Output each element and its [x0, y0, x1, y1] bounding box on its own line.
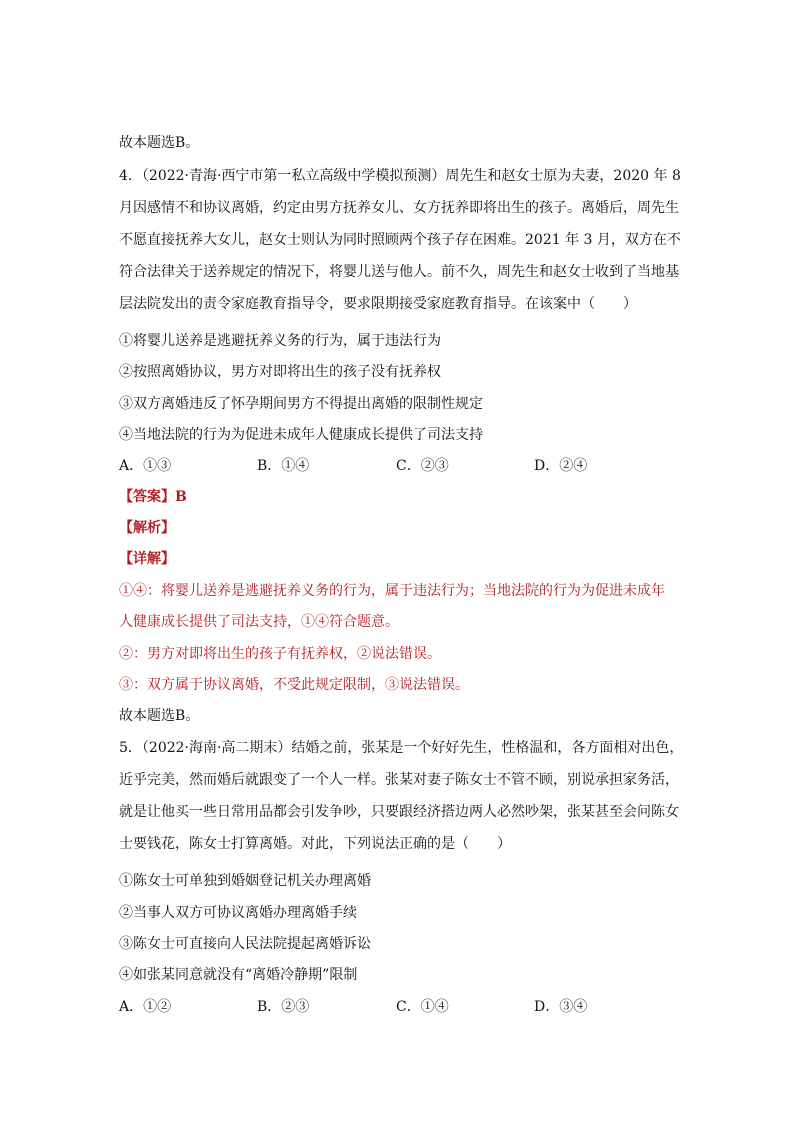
q5-stem-line-4: 士要钱花，陈女士打算离婚。对此，下列说法正确的是（ ） [119, 836, 511, 852]
q4-detail-line-2: 人健康成长提供了司法支持，①④符合题意。 [119, 614, 399, 630]
q4-option-a: A．①③ [119, 458, 172, 474]
q5-statement-3: ③陈女士可直接向人民法院提起离婚诉讼 [119, 936, 371, 952]
q5-stem-line-3: 就是让他买一些日常用品都会引发争吵，只要跟经济搭边两人必然吵架，张某甚至会问陈女 [119, 804, 679, 820]
q5-stem-line-2: 近乎完美，然而婚后就跟变了一个人一样。张某对妻子陈女士不管不顾，别说承担家务活， [119, 772, 679, 788]
q3-conclusion: 故本题选B。 [119, 135, 200, 151]
q4-option-c: C．②③ [396, 458, 449, 474]
q4-detail-label: 【详解】 [119, 551, 175, 567]
q4-stem-line-3: 不愿直接抚养大女儿，赵女士则认为同时照顾两个孩子存在困难。2021 年 3 月，双方在不 [119, 232, 681, 248]
q5-option-c: C．①④ [396, 999, 449, 1015]
q4-option-b: B．①④ [257, 458, 310, 474]
q5-stem-line-1: 5．（2022·海南·高二期末）结婚之前，张某是一个好好先生，性格温和，各方面相对出色， [119, 740, 684, 756]
q5-option-a: A．①② [119, 999, 172, 1015]
q5-option-d: D．③④ [534, 999, 588, 1015]
q4-detail-line-1: ①④：将婴儿送养是逃避抚养义务的行为，属于违法行为；当地法院的行为为促进未成年 [119, 583, 665, 599]
q4-option-d: D．②④ [534, 458, 588, 474]
q4-stem-line-2: 月因感情不和协议离婚，约定由男方抚养女儿、女方抚养即将出生的孩子。离婚后，周先生 [119, 200, 679, 216]
q4-conclusion: 故本题选B。 [119, 708, 200, 724]
q5-statement-2: ②当事人双方可协议离婚办理离婚手续 [119, 905, 357, 921]
q4-detail-line-3: ②：男方对即将出生的孩子有抚养权，②说法错误。 [119, 646, 441, 662]
q4-statement-2: ②按照离婚协议，男方对即将出生的孩子没有抚养权 [119, 364, 441, 380]
q4-stem-line-1: 4．（2022·青海·西宁市第一私立高级中学模拟预测）周先生和赵女士原为夫妻，2020 年 8 [119, 168, 681, 184]
q4-statement-1: ①将婴儿送养是逃避抚养义务的行为，属于违法行为 [119, 333, 441, 349]
q5-option-b: B．②③ [257, 999, 310, 1015]
q4-statement-4: ④当地法院的行为为促进未成年人健康成长提供了司法支持 [119, 427, 483, 443]
q4-analysis-label: 【解析】 [119, 520, 175, 536]
q4-statement-3: ③双方离婚违反了怀孕期间男方不得提出离婚的限制性规定 [119, 396, 483, 412]
q4-answer: 【答案】B [119, 489, 187, 505]
q5-statement-1: ①陈女士可单独到婚姻登记机关办理离婚 [119, 873, 371, 889]
q5-statement-4: ④如张某同意就没有“离婚冷静期”限制 [119, 967, 358, 983]
q4-stem-line-5: 层法院发出的责令家庭教育指导令，要求限期接受家庭教育指导。在该案中（ ） [119, 296, 637, 312]
q4-detail-line-4: ③：双方属于协议离婚，不受此规定限制，③说法错误。 [119, 677, 469, 693]
q4-stem-line-4: 符合法律关于送养规定的情况下，将婴儿送与他人。前不久，周先生和赵女士收到了当地基 [119, 264, 679, 280]
